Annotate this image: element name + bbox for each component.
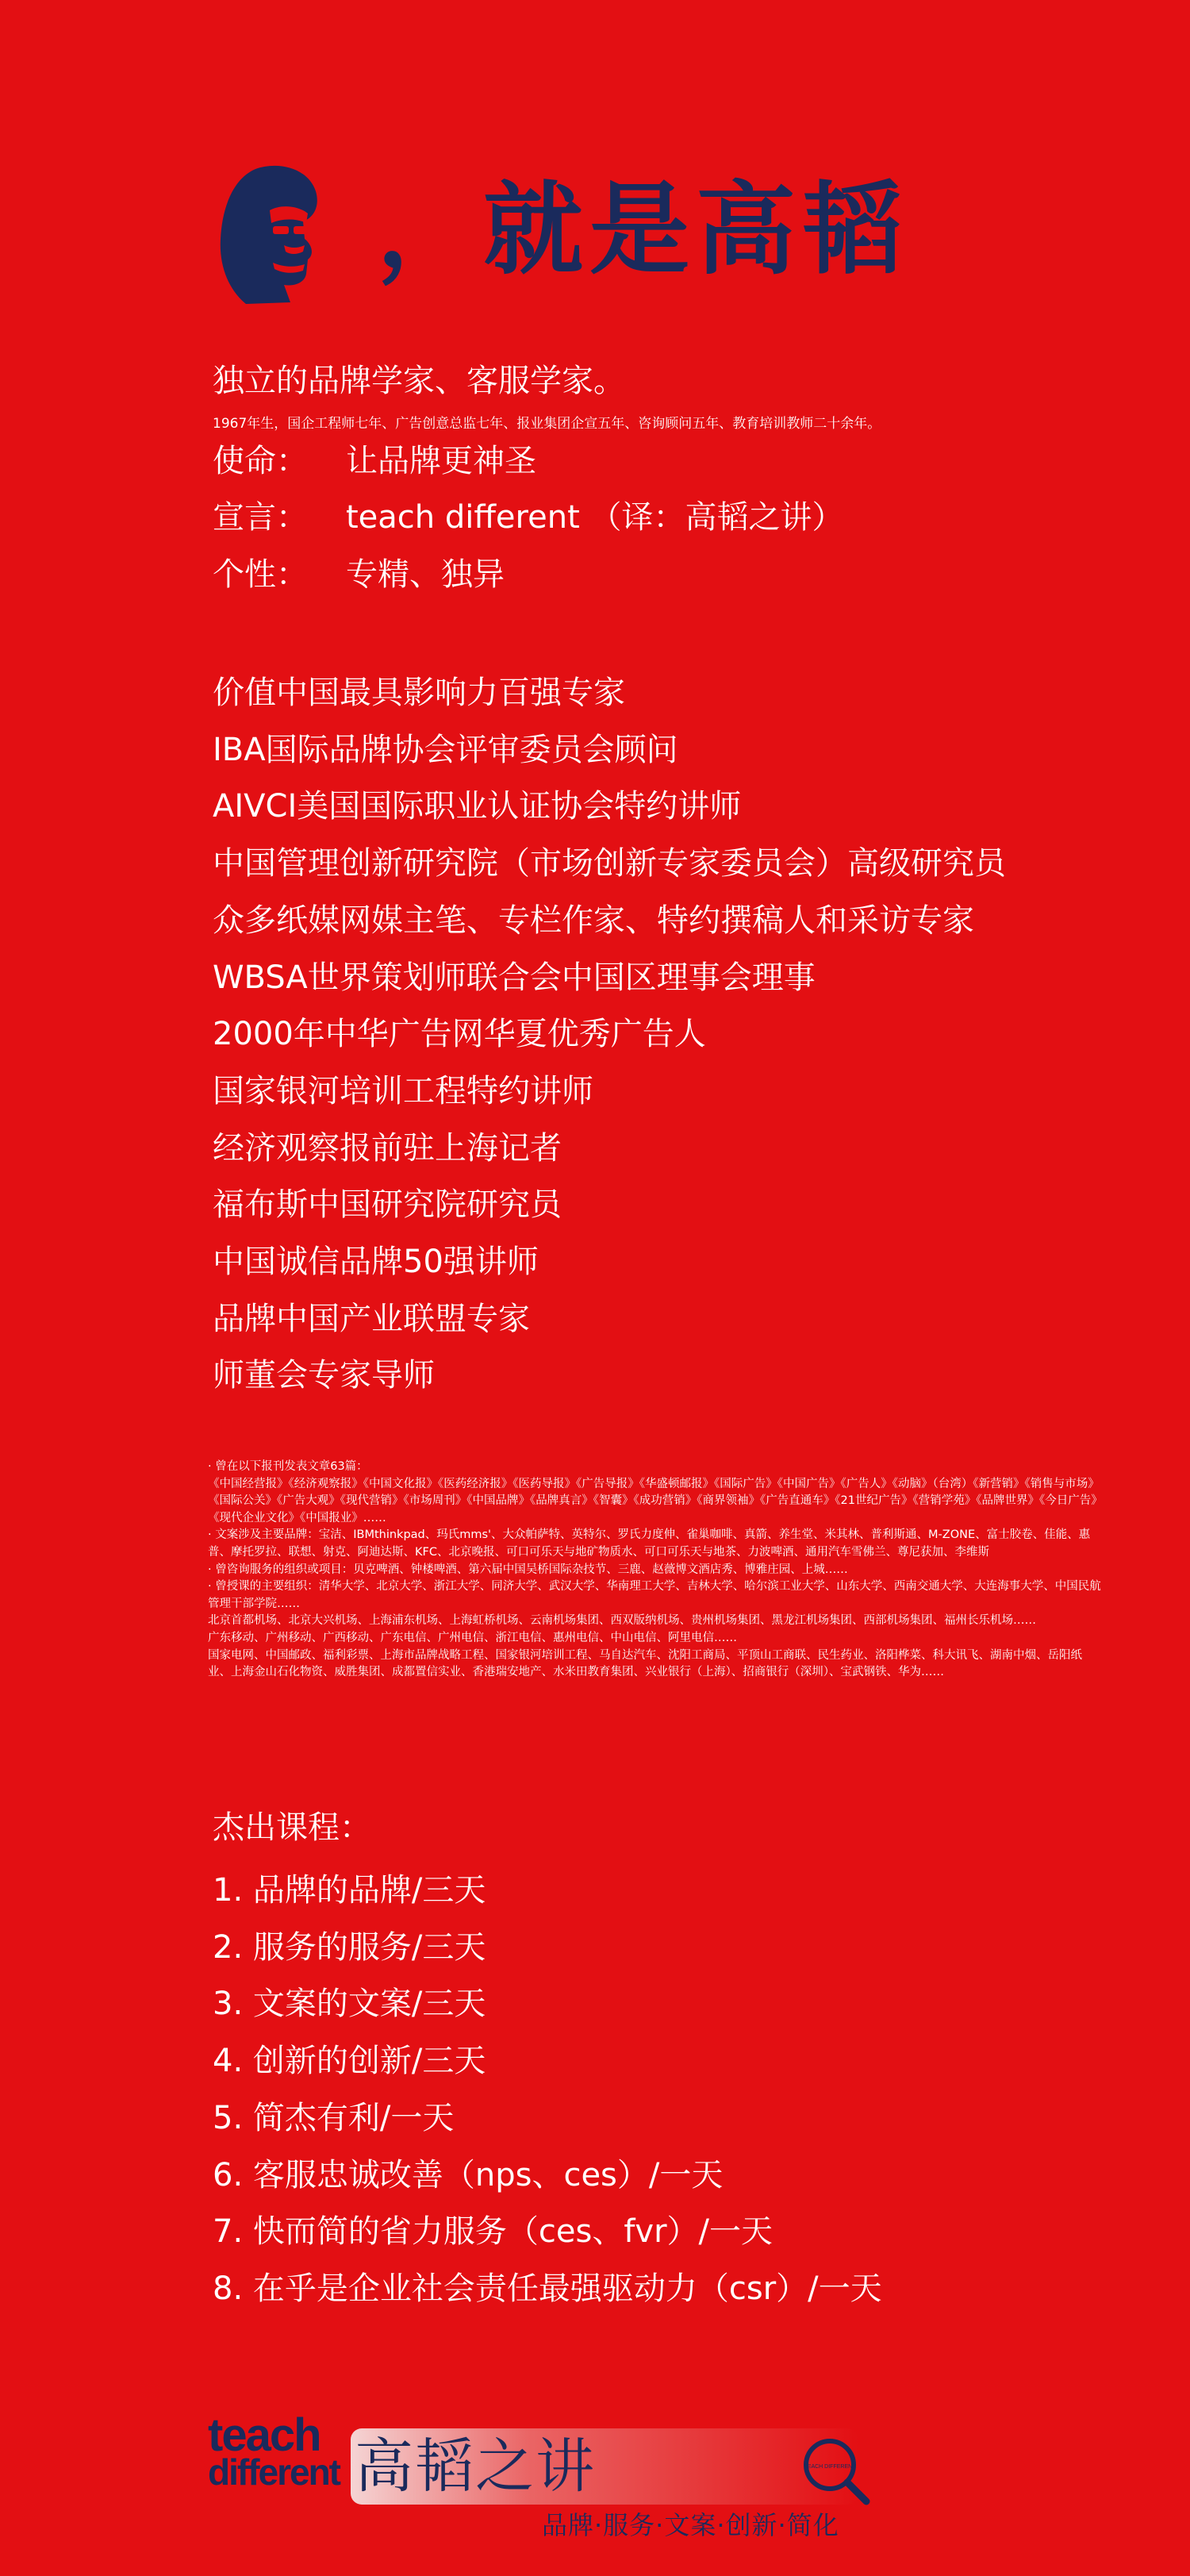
teach-different-logo: [208, 2409, 343, 2497]
course-item: 4. 创新的创新/三天: [213, 2043, 486, 2080]
smallprint-paragraph: 国家电网、中国邮政、福利彩票、上海市品牌战略工程、国家银河培训工程、马自达汽车、沈阳工商局、平顶山工商联、民生药业、洛阳桦菜、科大讯飞、湖南中烟、岳阳纸业、上海金山石化物资、威胜集团、成都置信实业、香港瑞安地产、水米田教育集团、兴业银行（上海）、招商银行（深圳）、宝武钢铁、华为……: [208, 1648, 1082, 1679]
title-item: 价值中国最具影响力百强专家: [213, 675, 625, 711]
smallprint-paragraph: · 曾在以下报刊发表文章63篇：: [208, 1460, 368, 1473]
title-item: 品牌中国产业联盟专家: [213, 1300, 530, 1337]
profile-portrait-icon: [214, 163, 325, 306]
smallprint-paragraph: 广东移动、广州移动、广西移动、广东电信、广州电信、浙江电信、惠州电信、中山电信、阿里电信……: [208, 1631, 737, 1644]
smallprint-block: [208, 1459, 1104, 1682]
title-item: 经济观察报前驻上海记者: [213, 1129, 562, 1167]
declaration-label: 宣言：: [213, 499, 308, 536]
title-item: 2000年中华广告网华夏优秀广告人: [213, 1016, 706, 1053]
page-title: ，就是高韬: [377, 171, 908, 288]
title-item: IBA国际品牌协会评审委员会顾问: [213, 731, 678, 768]
course-item: 2. 服务的服务/三天: [213, 1928, 486, 1966]
title-item: AIVCI美国国际职业认证协会特约讲师: [213, 788, 742, 825]
smallprint-paragraph: 《中国经营报》《经济观察报》《中国文化报》《医药经济报》《医药导报》《广告导报》《华盛顿邮报》《国际广告》《中国广告》《广告人》《动脑》（台湾）《新营销》《销售与市场》《国际公关》《广告大观》《现代营销》《市场周刊》《中国品牌》《品牌真言》《智囊》《成功营销》《商界领袖》《广告直通车》《21世纪广告》《营销学苑》《品牌世界》《今日广告》《现代企业文化》《中国报业》……: [208, 1477, 1103, 1524]
smallprint-paragraph: · 曾咨询服务的组织或项目：贝克啤酒、钟楼啤酒、第六届中国吴桥国际杂技节、三鹿、赵薇博文酒店秀、博雅庄园、上城……: [208, 1563, 848, 1576]
declaration-row: [213, 495, 843, 540]
title-item: 师董会专家导师: [213, 1357, 435, 1394]
course-item: 3. 文案的文案/三天: [213, 1986, 486, 2023]
course-item: 5. 简杰有利/一天: [213, 2099, 455, 2136]
title-item: 中国诚信品牌50强讲师: [213, 1244, 539, 1281]
courses-list: [213, 1863, 882, 2318]
title-item: 福布斯中国研究院研究员: [213, 1186, 562, 1224]
course-item: 8. 在乎是企业社会责任最强驱动力（csr）/一天: [213, 2270, 882, 2307]
logo-line-teach: teach: [208, 2409, 321, 2461]
personality-value: 专精、独异: [346, 556, 505, 593]
tagline: 独立的品牌学家、客服学家。: [213, 363, 625, 399]
mission-value: 让品牌更神圣: [346, 443, 536, 479]
bio-line: 1967年生，国企工程师七年、广告创意总监七年、报业集团企宣五年、咨询顾问五年、教育培训教师二十余年。: [213, 416, 881, 432]
title-item: 众多纸媒网媒主笔、专栏作家、特约撰稿人和采访专家: [213, 902, 974, 939]
smallprint-paragraph: · 曾授课的主要组织：清华大学、北京大学、浙江大学、同济大学、武汉大学、华南理工大学、吉林大学、哈尔滨工业大学、山东大学、西南交通大学、大连海事大学、中国民航管理干部学院……: [208, 1580, 1101, 1610]
course-item: 7. 快而简的省力服务（ces、fvr）/一天: [213, 2213, 773, 2251]
magnifier-label: TEACH DIFFERENT: [804, 2464, 856, 2470]
magnifier-icon: [800, 2435, 871, 2506]
personality-row: [213, 552, 505, 597]
smallprint-paragraph: 北京首都机场、北京大兴机场、上海浦东机场、上海虹桥机场、云南机场集团、西双版纳机场、贵州机场集团、黑龙江机场集团、西部机场集团、福州长乐机场……: [208, 1614, 1036, 1628]
course-item: 1. 品牌的品牌/三天: [213, 1872, 486, 1909]
title-item: WBSA世界策划师联合会中国区理事会理事: [213, 959, 816, 996]
titles-list: [213, 665, 1006, 1405]
title-item: 中国管理创新研究院（市场创新专家委员会）高级研究员: [213, 845, 1006, 882]
smallprint-paragraph: · 文案涉及主要品牌：宝洁、IBMthinkpad、玛氏mms'、大众帕萨特、英特尔、罗氏力度伸、雀巢咖啡、真箭、养生堂、米其林、普利斯通、M-ZONE、富士胶卷、佳能、惠普、摩托罗拉、联想、射克、阿迪达斯、KFC、北京晚报、可口可乐天与地矿物质水、可口可乐天与地茶、力波啤酒、通用汽车雪佛兰、尊尼获加、李维斯: [208, 1528, 1091, 1559]
title-item: 国家银河培训工程特约讲师: [213, 1072, 593, 1109]
logo-line-different: different: [208, 2451, 340, 2493]
brand-name: 高韬之讲: [355, 2432, 596, 2501]
mission-row: [213, 439, 536, 483]
slogan: 品牌·服务·文案·创新·简化: [542, 2510, 839, 2540]
personality-label: 个性：: [213, 556, 308, 593]
mission-label: 使命：: [213, 443, 308, 479]
courses-heading: 杰出课程：: [213, 1809, 371, 1846]
declaration-value: teach different （译：高韬之讲）: [346, 499, 844, 536]
course-item: 6. 客服忠诚改善（nps、ces）/一天: [213, 2156, 724, 2193]
